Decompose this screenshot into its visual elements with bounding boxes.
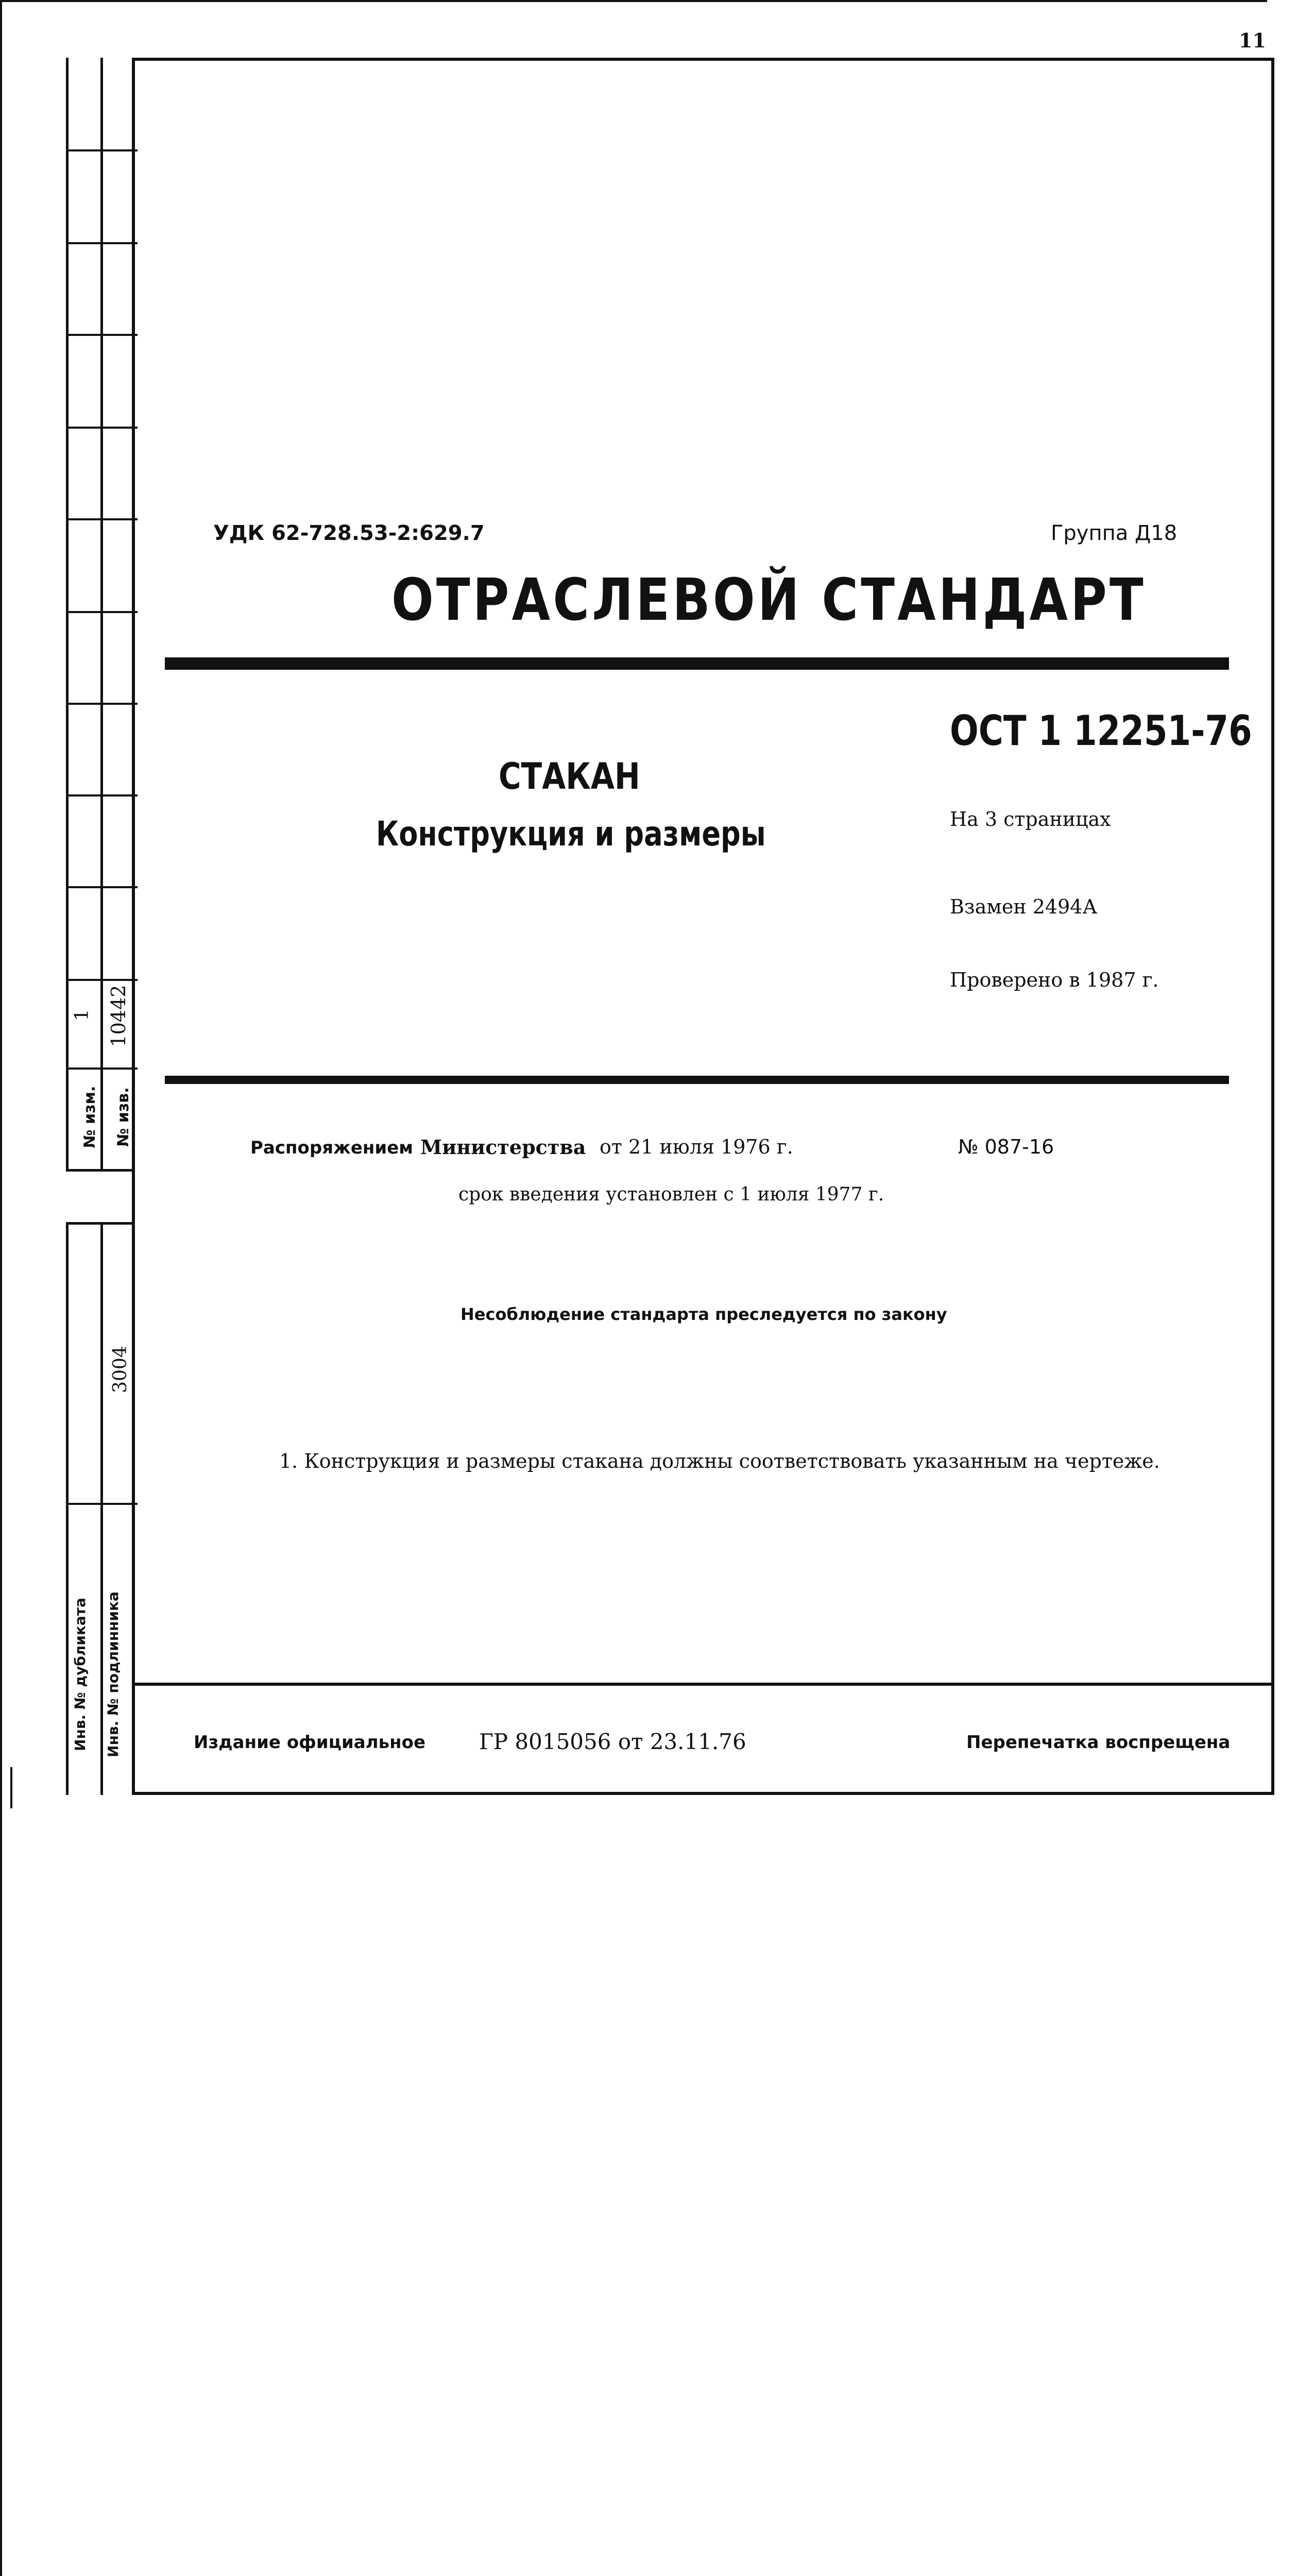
footer-edition: Издание официальное <box>194 1732 426 1753</box>
outer-border-right <box>0 1786 2 2576</box>
legal-notice: Несоблюдение стандарта преследуется по закону <box>460 1304 947 1324</box>
replaces-info: Взамен 2494А <box>950 895 1098 918</box>
footer-reprint: Перепечатка воспрещена <box>966 1732 1231 1753</box>
side-stamp-divider <box>100 58 103 1169</box>
group-code: Группа Д18 <box>1051 521 1178 545</box>
side-cell-line <box>69 518 138 520</box>
order-number: № 087-16 <box>958 1136 1054 1158</box>
standard-name: СТАКАН <box>499 755 640 798</box>
side-cell-line <box>69 794 138 796</box>
side-cell-line <box>69 242 138 244</box>
footer-registration: ГР 8015056 от 23.11.76 <box>479 1729 746 1754</box>
document-title: ОТРАСЛЕВОЙ СТАНДАРТ <box>391 567 1146 634</box>
side-cell-line <box>69 886 138 888</box>
original-inventory-label: Инв. № подлинника <box>105 1591 122 1757</box>
side-cell-line <box>69 703 138 705</box>
order-date: от 21 июля 1976 г. <box>600 1136 793 1158</box>
change-number-label: № изм. <box>81 1086 99 1148</box>
side-cell-line <box>69 1067 138 1070</box>
change-number-value: 1 <box>72 1009 93 1021</box>
clause-1: 1. Конструкция и размеры стакана должны соответствовать указанным на чертеже. <box>279 1450 1160 1472</box>
side-cell-line <box>69 149 138 151</box>
outer-border-top <box>0 0 1267 2</box>
notice-number-label: № изв. <box>114 1087 132 1147</box>
side-cell-line <box>69 427 138 429</box>
standard-number: ОСТ 1 12251-76 <box>950 707 1252 755</box>
main-frame <box>132 58 1274 1795</box>
side-cell-line <box>69 334 138 336</box>
standard-subtitle: Конструкция и размеры <box>376 814 766 854</box>
pages-count: На 3 страницах <box>950 808 1111 831</box>
duplicate-inventory-label: Инв. № дубликата <box>72 1598 89 1751</box>
notice-number-value: 10442 <box>107 985 130 1047</box>
side-cell-line <box>69 1503 138 1505</box>
order-ministry: Министерства <box>420 1136 586 1159</box>
section-rule <box>165 1076 1229 1084</box>
edge-mark <box>10 1767 12 1808</box>
order-prefix: Распоряжением <box>250 1138 414 1158</box>
effective-date: срок введения установлен с 1 июля 1977 г. <box>458 1184 884 1205</box>
footer-divider <box>132 1683 1274 1686</box>
outer-border-left <box>0 2 2 1786</box>
side-cell-line <box>69 611 138 613</box>
udk-text: УДК 62-728.53-2:629.7 <box>213 521 485 545</box>
udk-code <box>213 521 485 545</box>
original-inventory-value: 3004 <box>110 1346 131 1393</box>
title-rule <box>165 657 1229 670</box>
checked-info: Проверено в 1987 г. <box>950 969 1159 991</box>
page-number: 11 <box>1239 29 1266 52</box>
